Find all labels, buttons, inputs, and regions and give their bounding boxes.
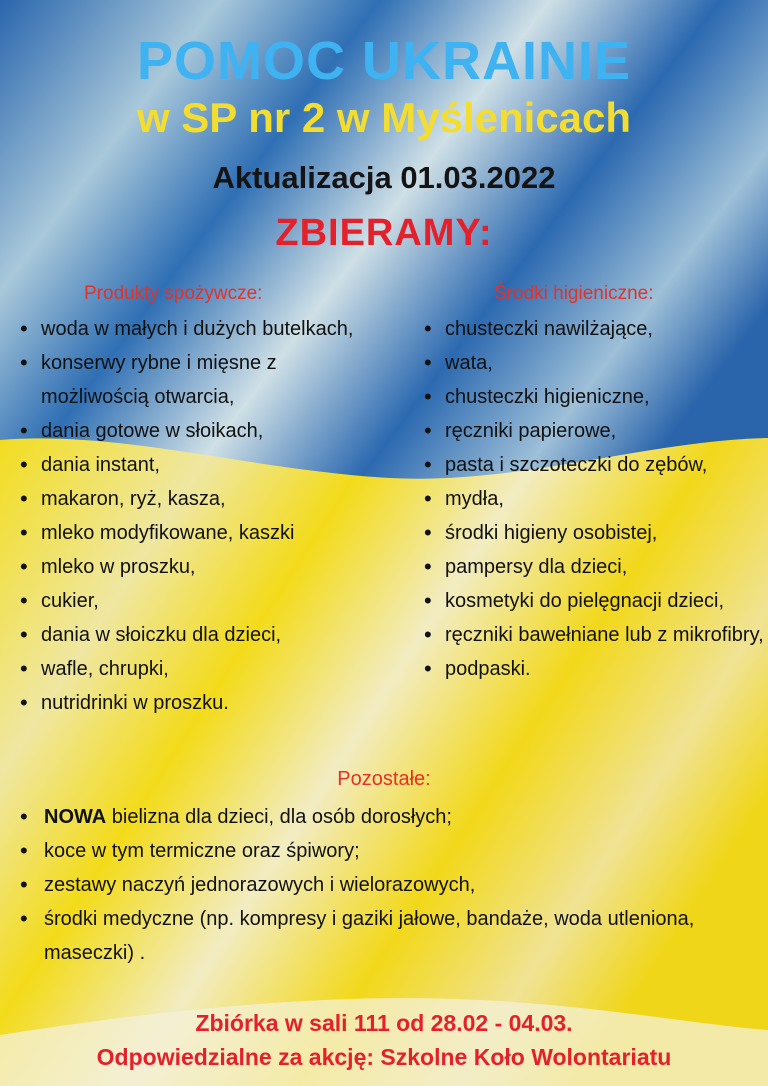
list-item: • chusteczki nawilżające, [424,312,768,346]
list-item: • zestawy naczyń jednorazowych i wielorazowych, [20,868,760,902]
list-item: • mleko w proszku, [20,550,380,584]
hygiene-list [424,312,768,686]
list-item: • cukier, [20,584,380,618]
other-list [20,800,760,970]
list-item: • wafle, chrupki, [20,652,380,686]
list-item-text: bielizna dla dzieci, dla osób dorosłych; [106,806,452,828]
list-item: • mleko modyfikowane, kaszki [20,516,380,550]
list-item: • makaron, ryż, kasza, [20,482,380,516]
list-item: • dania gotowe w słoikach, [20,414,380,448]
list-item: • konserwy rybne i mięsne z możliwością otwarcia, [20,346,380,414]
poster-title: POMOC UKRAINIE [136,31,631,91]
list-item: • środki higieny osobistej, [424,516,768,550]
list-item: • wata, [424,346,768,380]
poster-subtitle: w SP nr 2 w Myślenicach [136,94,632,141]
list-item: • ręczniki papierowe, [424,414,768,448]
list-item: • podpaski. [424,652,768,686]
other-heading: Pozostałe: [337,768,431,790]
list-item: • mydła, [424,482,768,516]
collection-location: Zbiórka w sali 111 od 28.02 - 04.03. [195,1010,573,1036]
list-item: • ręczniki bawełniane lub z mikrofibry, [424,618,768,652]
hygiene-heading: Środki higieniczne: [494,283,654,304]
food-heading: Produkty spożywcze: [84,283,263,304]
list-item: • dania w słoiczku dla dzieci, [20,618,380,652]
food-list [20,312,380,720]
collecting-heading: ZBIERAMY: [275,212,493,254]
list-item: • środki medyczne (np. kompresy i gaziki jałowe, bandaże, woda utleniona, maseczki) . [20,902,760,970]
list-item [20,800,760,834]
list-item: • dania instant, [20,448,380,482]
list-item: • woda w małych i dużych butelkach, [20,312,380,346]
list-item: • chusteczki higieniczne, [424,380,768,414]
list-item: • nutridrinki w proszku. [20,686,380,720]
list-item: • pasta i szczoteczki do zębów, [424,448,768,482]
organizer-line: Odpowiedzialne za akcję: Szkolne Koło Wolontariatu [96,1044,672,1070]
list-item: • pampersy dla dzieci, [424,550,768,584]
new-label: NOWA [44,806,107,828]
list-item: • koce w tym termiczne oraz śpiwory; [20,834,760,868]
list-item: • kosmetyki do pielęgnacji dzieci, [424,584,768,618]
update-date: Aktualizacja 01.03.2022 [212,160,556,195]
